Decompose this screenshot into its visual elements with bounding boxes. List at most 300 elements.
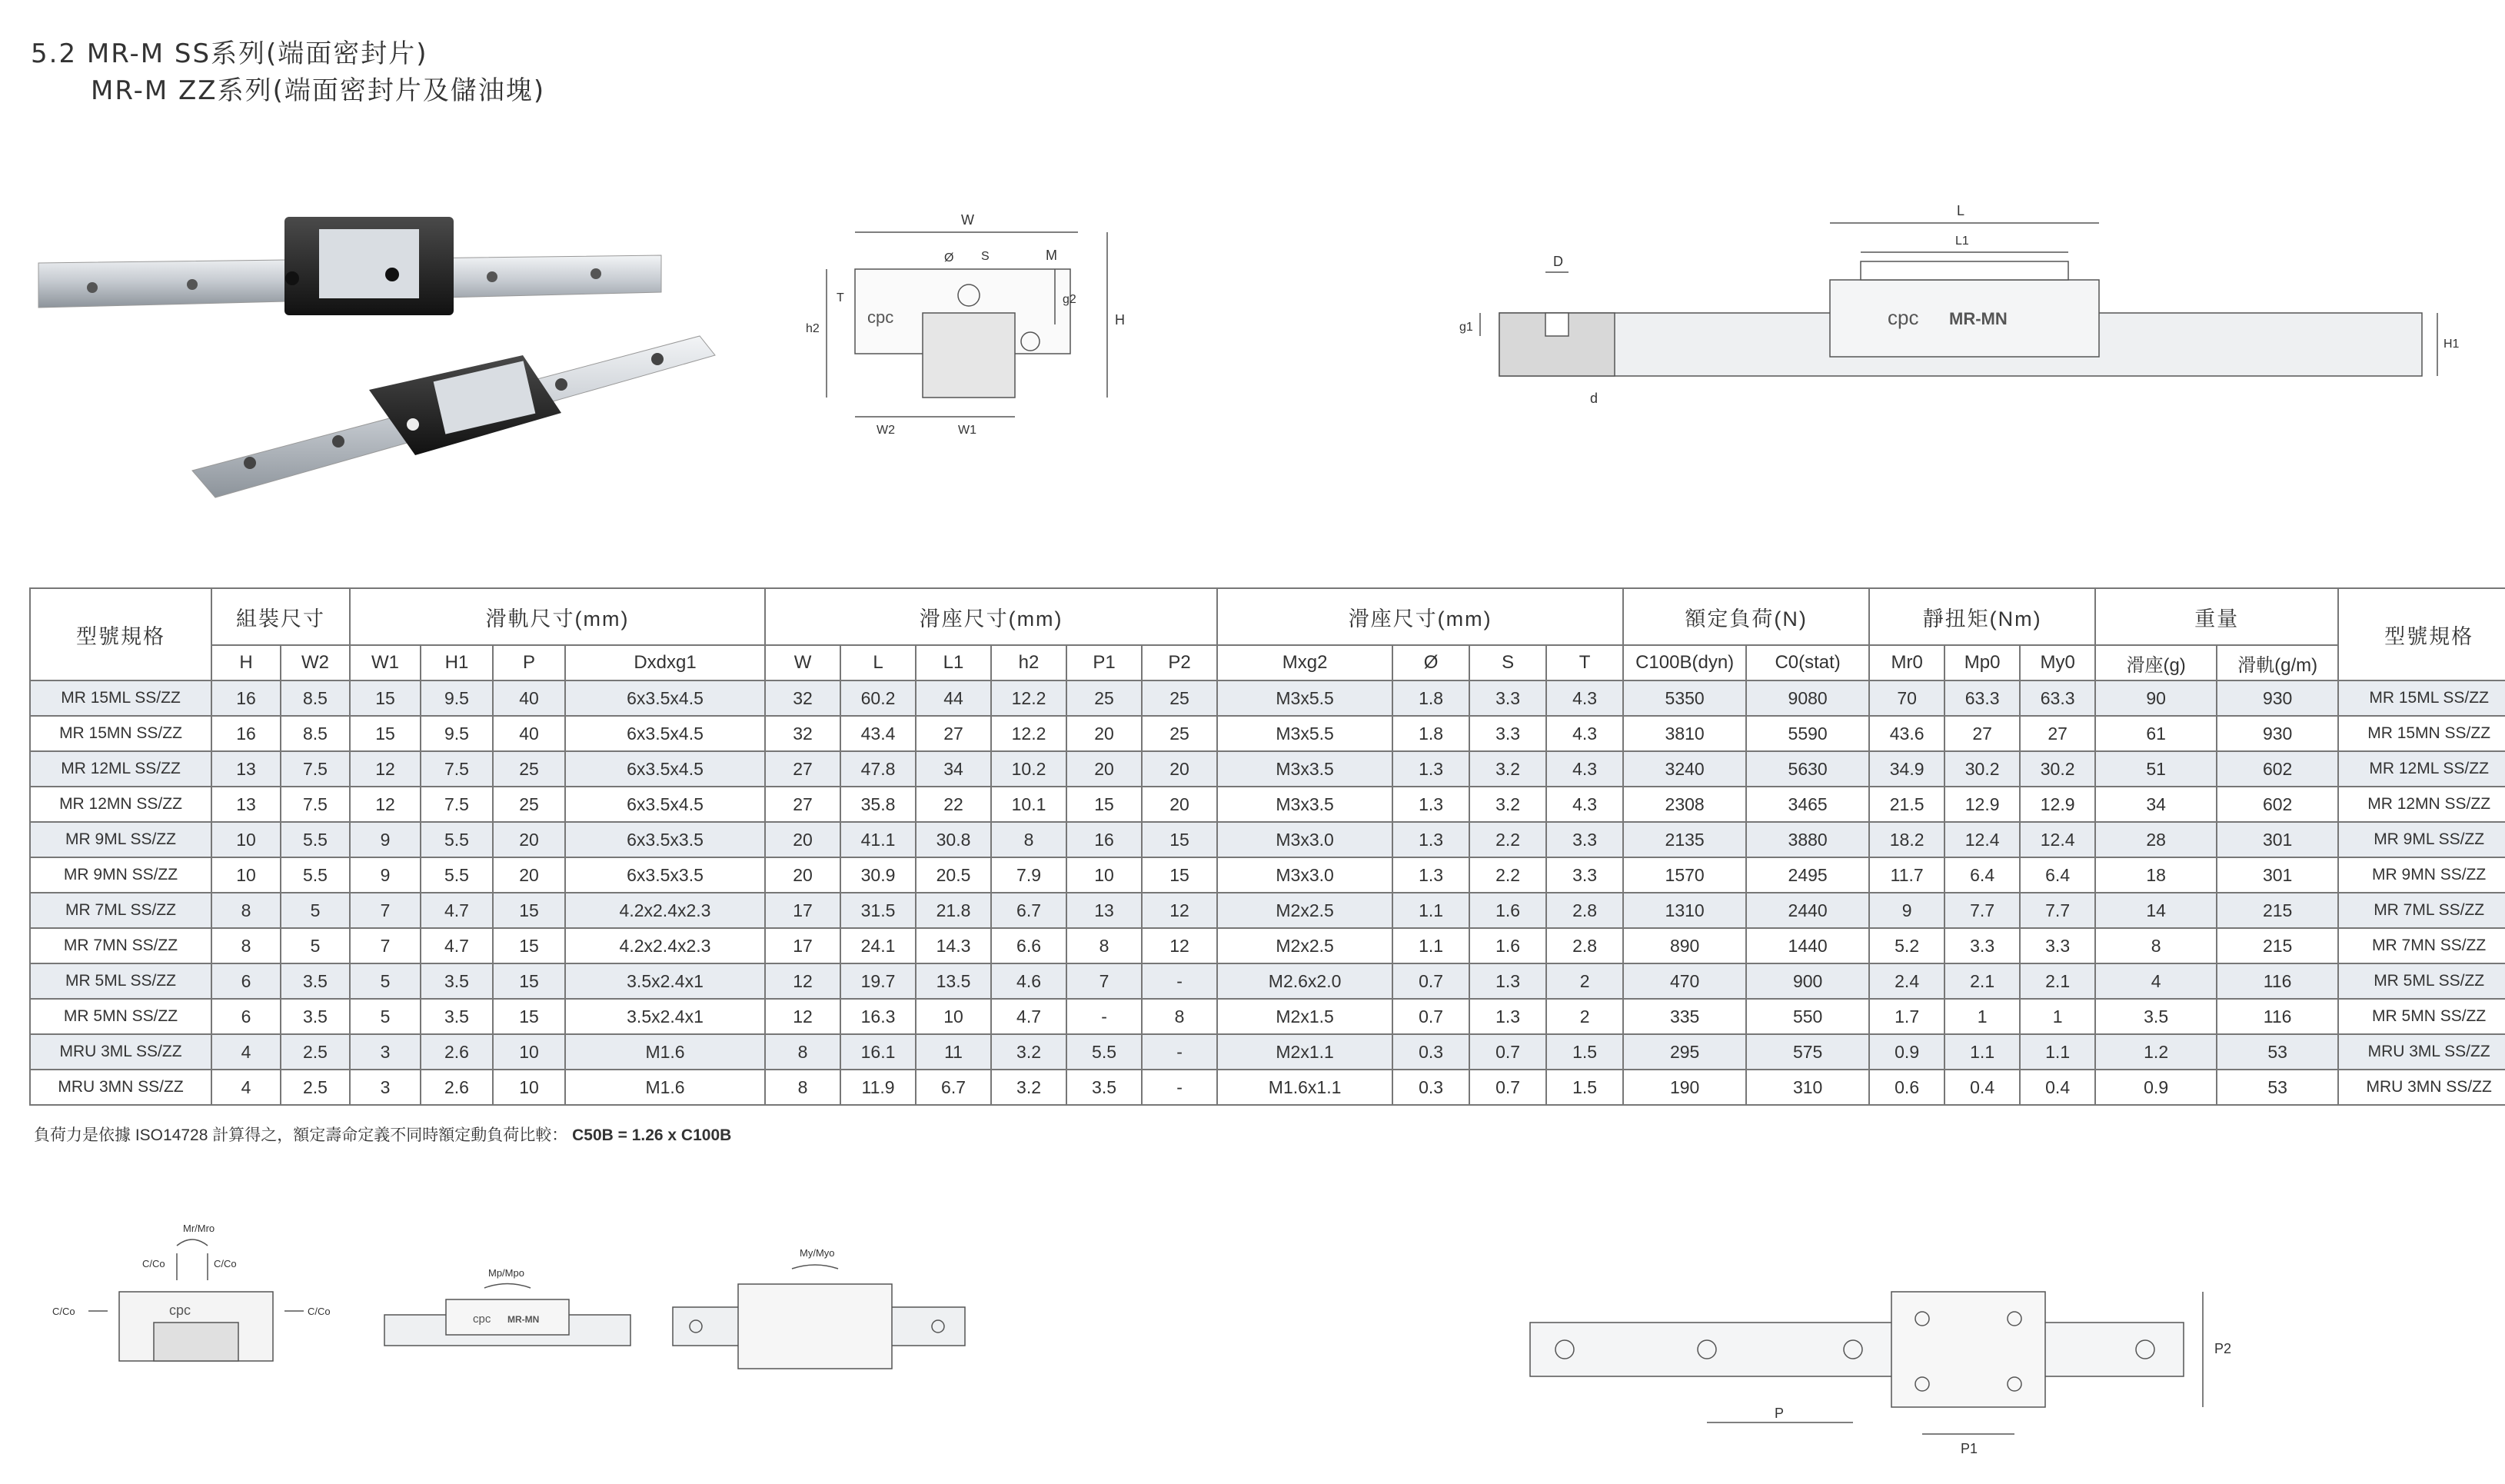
table-cell: 1.3 <box>1469 963 1546 999</box>
dim-P1: P1 <box>1961 1441 1978 1456</box>
table-cell: 1.3 <box>1392 751 1469 787</box>
table-cell: 8 <box>211 928 281 963</box>
table-cell: 5.5 <box>421 822 493 857</box>
col-H: H <box>211 645 281 680</box>
table-cell: 2.1 <box>2020 963 2095 999</box>
table-cell: 301 <box>2217 857 2338 893</box>
table-cell: 17 <box>765 928 840 963</box>
table-cell: 2.6 <box>421 1034 493 1070</box>
table-cell: 0.4 <box>1944 1070 2020 1105</box>
dim-h2: h2 <box>806 322 820 335</box>
table-cell: 3.5 <box>421 963 493 999</box>
table-cell: 5 <box>350 999 421 1034</box>
side-view-drawing <box>1445 201 2460 409</box>
table-cell: 40 <box>493 680 565 716</box>
table-cell: 4.3 <box>1546 787 1623 822</box>
table-cell: 15 <box>493 999 565 1034</box>
table-cell: 4.7 <box>421 928 493 963</box>
table-cell: 602 <box>2217 751 2338 787</box>
table-cell: 2.5 <box>281 1034 350 1070</box>
table-row <box>30 1034 2505 1070</box>
col-Dxdxg1: Dxdxg1 <box>565 645 765 680</box>
table-cell: 12.4 <box>2020 822 2095 857</box>
table-cell: 15 <box>350 680 421 716</box>
table-cell: 4 <box>211 1070 281 1105</box>
table-cell: 116 <box>2217 963 2338 999</box>
table-cell: 15 <box>493 963 565 999</box>
table-cell: 3.2 <box>991 1070 1066 1105</box>
table-cell: 1570 <box>1623 857 1746 893</box>
table-cell: 13.5 <box>916 963 991 999</box>
table-cell: 14.3 <box>916 928 991 963</box>
table-cell: 4 <box>211 1034 281 1070</box>
col-W2: W2 <box>281 645 350 680</box>
table-cell: 1.1 <box>1392 928 1469 963</box>
table-cell: 1440 <box>1746 928 1869 963</box>
table-cell: 90 <box>2095 680 2217 716</box>
table-cell: 3880 <box>1746 822 1869 857</box>
table-cell: 3.5x2.4x1 <box>565 963 765 999</box>
table-cell: 44 <box>916 680 991 716</box>
table-cell: 32 <box>765 716 840 751</box>
model-cell: MR 12MN SS/ZZ <box>2338 787 2505 822</box>
table-cell: 1.2 <box>2095 1034 2217 1070</box>
table-cell: 20 <box>1066 751 1142 787</box>
table-cell: 12 <box>765 999 840 1034</box>
table-cell: 1 <box>1944 999 2020 1034</box>
dim-S: S <box>981 250 990 263</box>
table-cell: M3x3.5 <box>1217 787 1392 822</box>
table-cell: 0.3 <box>1392 1034 1469 1070</box>
group-rail: 滑軌尺寸(mm) <box>350 588 765 645</box>
table-cell: 10.1 <box>991 787 1066 822</box>
table-cell: 6x3.5x4.5 <box>565 787 765 822</box>
table-cell: 3.3 <box>1546 822 1623 857</box>
table-cell: 1.5 <box>1546 1070 1623 1105</box>
table-cell: 51 <box>2095 751 2217 787</box>
table-row <box>30 1070 2505 1105</box>
table-cell: 5350 <box>1623 680 1746 716</box>
table-cell: M1.6x1.1 <box>1217 1070 1392 1105</box>
table-cell: 930 <box>2217 680 2338 716</box>
table-cell: 2.2 <box>1469 857 1546 893</box>
label-cc-up: C/Co <box>142 1258 165 1269</box>
table-cell: 17 <box>765 893 840 928</box>
dim-g2: g2 <box>1063 293 1076 306</box>
table-cell: M3x3.0 <box>1217 857 1392 893</box>
table-cell: 2308 <box>1623 787 1746 822</box>
table-cell: 14 <box>2095 893 2217 928</box>
table-cell: 8 <box>765 1034 840 1070</box>
table-cell: 12.2 <box>991 680 1066 716</box>
table-cell: 32 <box>765 680 840 716</box>
table-cell: 15 <box>493 893 565 928</box>
col-C0: C0(stat) <box>1746 645 1869 680</box>
table-cell: 0.7 <box>1469 1034 1546 1070</box>
table-cell: M3x5.5 <box>1217 680 1392 716</box>
table-cell: 0.9 <box>1869 1034 1944 1070</box>
table-cell: - <box>1142 1034 1217 1070</box>
table-cell: 25 <box>1142 716 1217 751</box>
table-cell: 25 <box>1142 680 1217 716</box>
table-cell: 27 <box>1944 716 2020 751</box>
col-P1: P1 <box>1066 645 1142 680</box>
table-cell: 12.2 <box>991 716 1066 751</box>
table-cell: 2.4 <box>1869 963 1944 999</box>
table-cell: 47.8 <box>840 751 916 787</box>
table-cell: 890 <box>1623 928 1746 963</box>
table-cell: 6x3.5x4.5 <box>565 751 765 787</box>
table-cell: 9080 <box>1746 680 1869 716</box>
table-cell: 0.9 <box>2095 1070 2217 1105</box>
table-cell: 6x3.5x4.5 <box>565 680 765 716</box>
table-cell: 5.5 <box>1066 1034 1142 1070</box>
model-cell: MR 7ML SS/ZZ <box>30 893 211 928</box>
spec-table <box>29 587 2505 1106</box>
table-cell: 8 <box>1142 999 1217 1034</box>
table-cell: 1.8 <box>1392 680 1469 716</box>
model-cell: MR 5ML SS/ZZ <box>2338 963 2505 999</box>
dim-phi: Ø <box>944 251 954 265</box>
dim-H1: H1 <box>2443 338 2460 351</box>
table-cell: 27 <box>765 787 840 822</box>
table-cell: 10 <box>493 1070 565 1105</box>
table-cell: 930 <box>2217 716 2338 751</box>
label-mr: Mr/Mro <box>183 1223 215 1234</box>
col-S: S <box>1469 645 1546 680</box>
table-cell: 15 <box>1066 787 1142 822</box>
table-cell: 2.6 <box>421 1070 493 1105</box>
table-cell: 8 <box>211 893 281 928</box>
table-cell: 24.1 <box>840 928 916 963</box>
table-cell: 2.8 <box>1546 928 1623 963</box>
table-cell: 21.5 <box>1869 787 1944 822</box>
table-cell: 25 <box>493 751 565 787</box>
table-cell: 10 <box>1066 857 1142 893</box>
table-cell: 35.8 <box>840 787 916 822</box>
table-cell: 20 <box>493 822 565 857</box>
table-cell: 7 <box>1066 963 1142 999</box>
table-cell: 3.5 <box>2095 999 2217 1034</box>
table-row <box>30 928 2505 963</box>
label-cc-left: C/Co <box>52 1306 75 1317</box>
table-cell: 13 <box>211 751 281 787</box>
dim-D: D <box>1553 254 1563 269</box>
table-cell: 30.8 <box>916 822 991 857</box>
model-mark-load-side: MR-MN <box>507 1314 540 1325</box>
table-cell: 20.5 <box>916 857 991 893</box>
table-cell: 10 <box>916 999 991 1034</box>
table-cell: 1.1 <box>2020 1034 2095 1070</box>
col-rail-weight: 滑軌(g/m) <box>2217 645 2338 680</box>
group-block-2: 滑座尺寸(mm) <box>1217 588 1623 645</box>
table-cell: 7.5 <box>281 787 350 822</box>
table-cell: 13 <box>211 787 281 822</box>
table-cell: 3.5x2.4x1 <box>565 999 765 1034</box>
table-row <box>30 680 2505 716</box>
table-cell: 1.8 <box>1392 716 1469 751</box>
table-cell: 4 <box>2095 963 2217 999</box>
table-cell: 8.5 <box>281 680 350 716</box>
col-Mr0: Mr0 <box>1869 645 1944 680</box>
table-cell: 5.2 <box>1869 928 1944 963</box>
table-cell: 6.7 <box>916 1070 991 1105</box>
dim-T: T <box>837 291 844 304</box>
table-cell: 12.9 <box>1944 787 2020 822</box>
table-cell: 4.7 <box>421 893 493 928</box>
col-L: L <box>840 645 916 680</box>
table-cell: 16 <box>211 680 281 716</box>
table-cell: 6x3.5x3.5 <box>565 857 765 893</box>
table-cell: 1.1 <box>1392 893 1469 928</box>
table-cell: 1.7 <box>1869 999 1944 1034</box>
col-H1: H1 <box>421 645 493 680</box>
table-cell: 12 <box>350 787 421 822</box>
dim-g1: g1 <box>1459 321 1473 334</box>
group-weight: 重量 <box>2095 588 2338 645</box>
table-cell: 11 <box>916 1034 991 1070</box>
table-cell: 3.3 <box>2020 928 2095 963</box>
table-cell: 4.3 <box>1546 751 1623 787</box>
col-Mp0: Mp0 <box>1944 645 2020 680</box>
table-cell: 28 <box>2095 822 2217 857</box>
table-cell: M3x3.5 <box>1217 751 1392 787</box>
table-cell: 53 <box>2217 1034 2338 1070</box>
table-cell: 3240 <box>1623 751 1746 787</box>
table-cell: 7.5 <box>421 751 493 787</box>
table-cell: 8 <box>2095 928 2217 963</box>
table-cell: 0.6 <box>1869 1070 1944 1105</box>
col-L1: L1 <box>916 645 991 680</box>
model-header-right: 型號規格 <box>2338 588 2505 680</box>
table-cell: 602 <box>2217 787 2338 822</box>
table-cell: 295 <box>1623 1034 1746 1070</box>
table-cell: 27 <box>2020 716 2095 751</box>
model-cell: MR 12MN SS/ZZ <box>30 787 211 822</box>
table-cell: 3.5 <box>421 999 493 1034</box>
table-cell: 21.8 <box>916 893 991 928</box>
table-cell: 12 <box>350 751 421 787</box>
table-cell: 34 <box>2095 787 2217 822</box>
table-cell: M2x1.1 <box>1217 1034 1392 1070</box>
table-row <box>30 893 2505 928</box>
model-cell: MR 12ML SS/ZZ <box>30 751 211 787</box>
dim-M: M <box>1046 248 1057 263</box>
col-phi: Ø <box>1392 645 1469 680</box>
table-cell: 5630 <box>1746 751 1869 787</box>
table-cell: 6.6 <box>991 928 1066 963</box>
table-cell: 1.1 <box>1944 1034 2020 1070</box>
table-cell: 4.6 <box>991 963 1066 999</box>
model-cell: MRU 3MN SS/ZZ <box>2338 1070 2505 1105</box>
table-cell: 0.7 <box>1392 999 1469 1034</box>
table-cell: 12 <box>1142 928 1217 963</box>
col-P: P <box>493 645 565 680</box>
table-cell: 4.7 <box>991 999 1066 1034</box>
table-row <box>30 787 2505 822</box>
product-rendering <box>31 201 723 517</box>
table-cell: 7.7 <box>2020 893 2095 928</box>
table-cell: 31.5 <box>840 893 916 928</box>
table-cell: 4.3 <box>1546 680 1623 716</box>
footnote-text: 負荷力是依據 ISO14728 計算得之，額定壽命定義不同時額定動負荷比較： <box>34 1126 568 1144</box>
table-cell: 1.6 <box>1469 893 1546 928</box>
table-cell: 3.2 <box>1469 787 1546 822</box>
table-cell: 15 <box>1142 857 1217 893</box>
footnote-formula: C50B = 1.26 x C100B <box>572 1126 732 1144</box>
table-cell: 63.3 <box>1944 680 2020 716</box>
table-cell: 19.7 <box>840 963 916 999</box>
table-cell: 575 <box>1746 1034 1869 1070</box>
table-cell: 12.4 <box>1944 822 2020 857</box>
table-cell: 11.7 <box>1869 857 1944 893</box>
section-title: 5.2 MR-M SS系列(端面密封片) <box>31 38 428 69</box>
table-row <box>30 857 2505 893</box>
table-cell: 6 <box>211 963 281 999</box>
table-row <box>30 963 2505 999</box>
col-T: T <box>1546 645 1623 680</box>
table-cell: 5 <box>350 963 421 999</box>
table-cell: 2440 <box>1746 893 1869 928</box>
col-P2: P2 <box>1142 645 1217 680</box>
model-cell: MR 7MN SS/ZZ <box>30 928 211 963</box>
table-cell: 7 <box>350 928 421 963</box>
table-cell: 900 <box>1746 963 1869 999</box>
table-cell: 5 <box>281 928 350 963</box>
table-row <box>30 822 2505 857</box>
table-row <box>30 751 2505 787</box>
table-row <box>30 999 2505 1034</box>
table-cell: 3.3 <box>1469 716 1546 751</box>
table-cell: M1.6 <box>565 1034 765 1070</box>
table-cell: 5590 <box>1746 716 1869 751</box>
col-My0: My0 <box>2020 645 2095 680</box>
table-cell: 7.7 <box>1944 893 2020 928</box>
table-cell: 6.7 <box>991 893 1066 928</box>
model-header-left: 型號規格 <box>30 588 211 680</box>
table-cell: 10 <box>211 857 281 893</box>
table-cell: 12 <box>765 963 840 999</box>
table-cell: 2495 <box>1746 857 1869 893</box>
table-cell: 5 <box>281 893 350 928</box>
table-cell: 53 <box>2217 1070 2338 1105</box>
dim-P2: P2 <box>2214 1341 2232 1356</box>
table-cell: 16 <box>1066 822 1142 857</box>
cross-section-drawing <box>792 209 1169 440</box>
col-W1: W1 <box>350 645 421 680</box>
table-cell: 8 <box>765 1070 840 1105</box>
table-cell: 20 <box>765 822 840 857</box>
table-cell: 16.3 <box>840 999 916 1034</box>
table-row <box>30 716 2505 751</box>
table-cell: M2x2.5 <box>1217 893 1392 928</box>
model-cell: MRU 3MN SS/ZZ <box>30 1070 211 1105</box>
table-cell: 1.6 <box>1469 928 1546 963</box>
brand-cpc-section: cpc <box>867 308 894 327</box>
table-cell: 1.3 <box>1392 787 1469 822</box>
model-cell: MR 5MN SS/ZZ <box>30 999 211 1034</box>
table-cell: 1.5 <box>1546 1034 1623 1070</box>
col-C100B: C100B(dyn) <box>1623 645 1746 680</box>
table-cell: 3.3 <box>1546 857 1623 893</box>
model-cell: MR 5MN SS/ZZ <box>2338 999 2505 1034</box>
table-cell: 2.5 <box>281 1070 350 1105</box>
table-cell: 4.2x2.4x2.3 <box>565 928 765 963</box>
col-Mxg2: Mxg2 <box>1217 645 1392 680</box>
load-direction-diagrams <box>46 1223 969 1376</box>
model-cell: MR 15ML SS/ZZ <box>30 680 211 716</box>
table-cell: 2 <box>1546 963 1623 999</box>
table-cell: 2.2 <box>1469 822 1546 857</box>
table-cell: 3.3 <box>1469 680 1546 716</box>
table-cell: 1310 <box>1623 893 1746 928</box>
table-cell: 25 <box>1066 680 1142 716</box>
pitch-drawing <box>1522 1269 2483 1461</box>
group-assembly: 組裝尺寸 <box>211 588 350 645</box>
table-cell: - <box>1142 1070 1217 1105</box>
table-cell: 34.9 <box>1869 751 1944 787</box>
table-cell: - <box>1142 963 1217 999</box>
label-cc-down: C/Co <box>214 1258 237 1269</box>
table-cell: 1.3 <box>1392 822 1469 857</box>
table-cell: M2x2.5 <box>1217 928 1392 963</box>
model-cell: MR 12ML SS/ZZ <box>2338 751 2505 787</box>
model-cell: MRU 3ML SS/ZZ <box>30 1034 211 1070</box>
table-cell: 7.5 <box>281 751 350 787</box>
table-cell: 8 <box>991 822 1066 857</box>
table-cell: 20 <box>1142 751 1217 787</box>
dim-W: W <box>961 212 974 228</box>
table-cell: 310 <box>1746 1070 1869 1105</box>
table-cell: 470 <box>1623 963 1746 999</box>
table-cell: 215 <box>2217 893 2338 928</box>
table-cell: 41.1 <box>840 822 916 857</box>
table-cell: 40 <box>493 716 565 751</box>
table-cell: 43.6 <box>1869 716 1944 751</box>
table-cell: 215 <box>2217 928 2338 963</box>
table-cell: 3.2 <box>991 1034 1066 1070</box>
model-cell: MR 15MN SS/ZZ <box>2338 716 2505 751</box>
table-cell: 3.5 <box>281 999 350 1034</box>
table-cell: M3x3.0 <box>1217 822 1392 857</box>
table-cell: 16 <box>211 716 281 751</box>
table-cell: 27 <box>765 751 840 787</box>
brand-cpc-load: cpc <box>169 1303 191 1318</box>
table-cell: M2.6x2.0 <box>1217 963 1392 999</box>
dim-L: L <box>1957 203 1965 218</box>
table-cell: 63.3 <box>2020 680 2095 716</box>
table-cell: 4.3 <box>1546 716 1623 751</box>
table-cell: 3.3 <box>1944 928 2020 963</box>
label-mp: Mp/Mpo <box>488 1267 524 1279</box>
dim-H: H <box>1115 312 1125 328</box>
table-cell: 5.5 <box>281 822 350 857</box>
brand-cpc-load-side: cpc <box>473 1313 491 1326</box>
table-cell: M3x5.5 <box>1217 716 1392 751</box>
table-cell: 116 <box>2217 999 2338 1034</box>
table-cell: 25 <box>493 787 565 822</box>
footnote <box>34 1123 731 1146</box>
table-cell: 3.5 <box>281 963 350 999</box>
table-cell: 0.3 <box>1392 1070 1469 1105</box>
table-cell: 9.5 <box>421 680 493 716</box>
table-cell: 1 <box>2020 999 2095 1034</box>
table-cell: 3 <box>350 1070 421 1105</box>
table-cell: 18.2 <box>1869 822 1944 857</box>
dim-W2: W2 <box>877 424 895 437</box>
dim-P: P <box>1775 1406 1785 1421</box>
spec-table-body <box>30 680 2505 1105</box>
